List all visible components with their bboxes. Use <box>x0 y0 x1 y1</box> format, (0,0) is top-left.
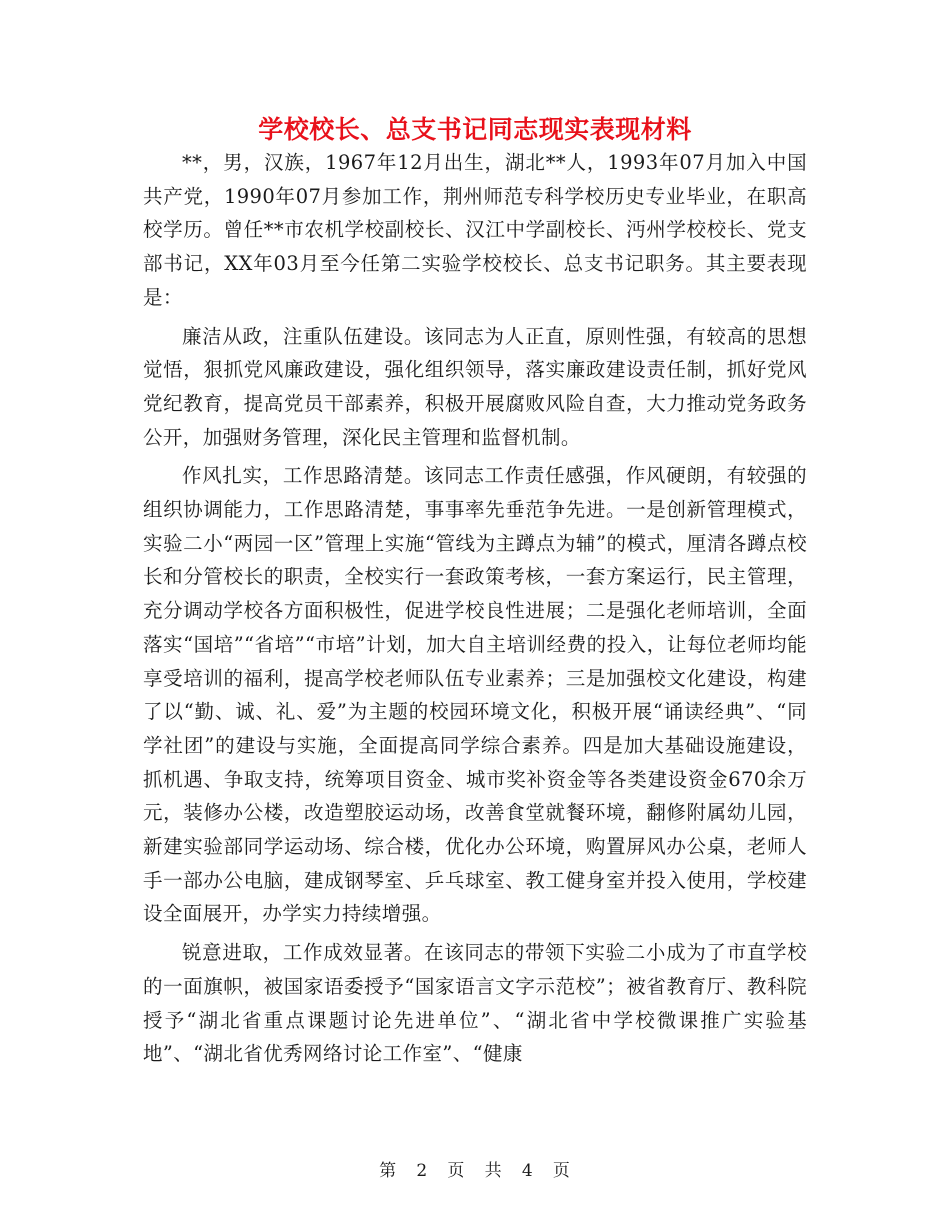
footer-total-pages: 4 <box>521 1161 534 1181</box>
paragraph-achievements: 锐意进取，工作成效显著。在该同志的带领下实验二小成为了市直学校的一面旗帜，被国家语委授予“国家语言文字示范校”；被省教育厅、教科院授予“湖北省重点课题讨论先进单位”、“湖北省中学校微课推广实验基地”、“湖北省优秀网络讨论工作室”、“健康 <box>143 941 807 1066</box>
footer-suffix: 页 <box>552 1161 571 1181</box>
paragraph-work-style: 作风扎实，工作思路清楚。该同志工作责任感强，作风硬朗，有较强的组织协调能力，工作思路清楚，事事率先垂范争先进。一是创新管理模式，实验二小“两园一区”管理上实施“管线为主蹲点为辅”的模式，厘清各蹲点校长和分管校长的职责，全校实行一套政策考核，一套方案运行，民主管理，充分调动学校各方面积极性，促进学校良性进展；二是强化老师培训，全面落实“国培”“省培”“市培”计划，加大自主培训经费的投入，让每位老师均能享受培训的福利，提高学校老师队伍专业素养；三是加强校文化建设，构建了以“勤、诚、礼、爱”为主题的校园环境文化，积极开展“诵读经典”、“同学社团”的建设与实施，全面提高同学综合素养。四是加大基础设施建设，抓机遇、争取支持，统筹项目资金、城市奖补资金等各类建设资金670余万元，装修办公楼，改造塑胶运动场，改善食堂就餐环境，翻修附属幼儿园，新建实验部同学运动场、综合楼，优化办公环境，购置屏风办公桌，老师人手一部办公电脑，建成钢琴室、乒乓球室、教工健身室并投入使用，学校建设全面展开，办学实力持续增强。 <box>143 464 807 926</box>
page-footer <box>0 1156 950 1181</box>
footer-prefix: 第 <box>379 1161 398 1181</box>
footer-page-label: 页 <box>447 1161 466 1181</box>
paragraph-integrity: 廉洁从政，注重队伍建设。该同志为人正直，原则性强，有较高的思想觉悟，狠抓党风廉政建设，强化组织领导，落实廉政建设责任制，抓好党风党纪教育，提高党员干部素养，积极开展腐败风险自查，大力推动党务政务公开，加强财务管理，深化民主管理和监督机制。 <box>143 324 807 449</box>
footer-current-page: 2 <box>416 1161 429 1181</box>
document-body <box>143 146 807 1071</box>
footer-total-label: 共 <box>484 1161 503 1181</box>
document-title: 学校校长、总支书记同志现实表现材料 <box>258 115 692 144</box>
paragraph-intro: **，男，汉族，1967年12月出生，湖北**人，1993年07月加入中国共产党，1990年07月参加工作，荆州师范专科学校历史专业毕业，在职高校学历。曾任**市农机学校副校长、汉江中学副校长、沔州学校校长、党支部书记，XX年03月至今任第二实验学校校长、总支书记职务。其主要表现是： <box>143 151 807 309</box>
